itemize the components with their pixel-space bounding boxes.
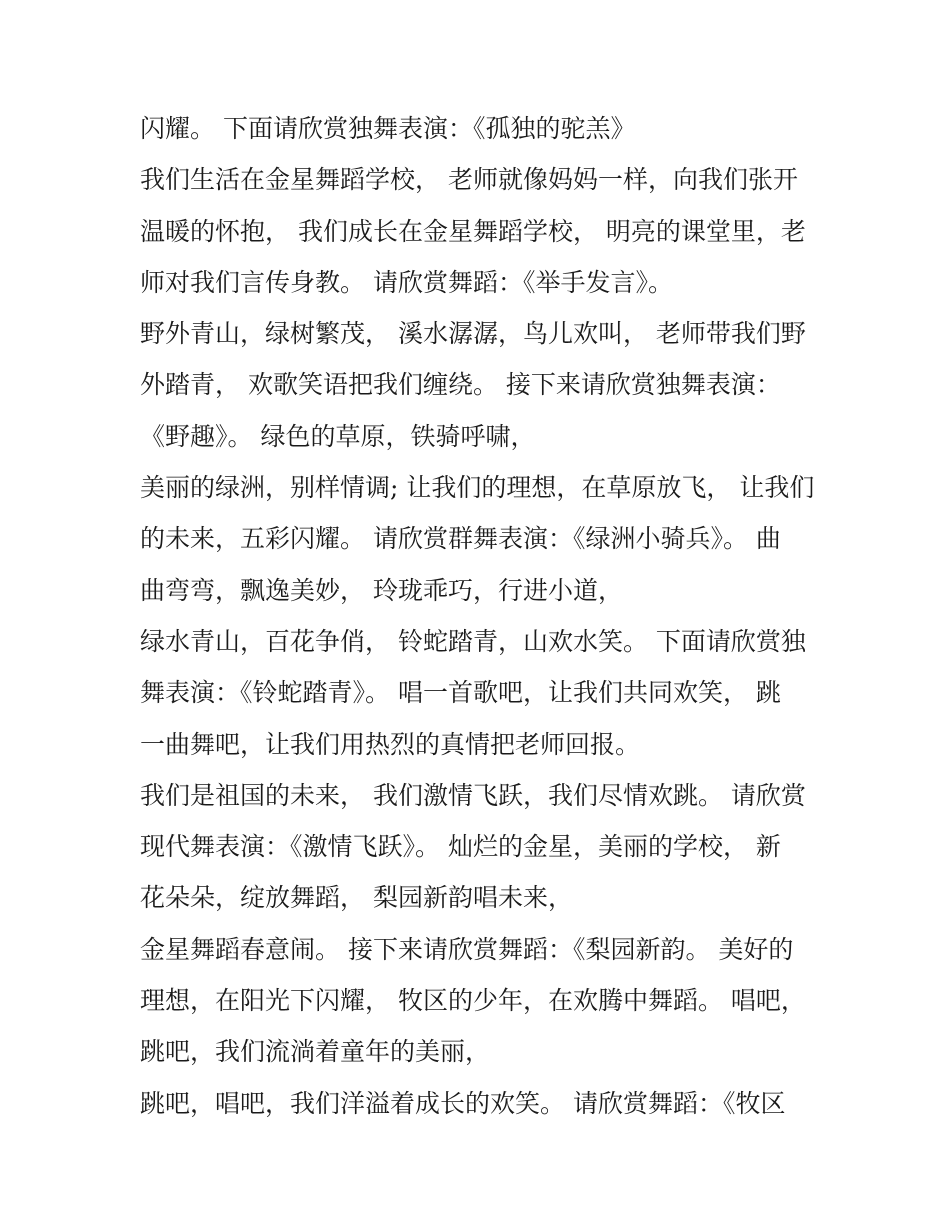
text-line-17: 金星舞蹈春意闹。 接下来请欣赏舞蹈：《梨园新韵。 美好的 — [140, 934, 794, 964]
text-line-5: 野外青山，绿树繁茂， 溪水潺潺，鸟儿欢叫， 老师带我们野 — [140, 319, 806, 349]
document-text-body — [140, 110, 820, 1136]
text-line-19: 跳吧，我们流淌着童年的美丽， — [140, 1037, 491, 1067]
text-line-1: 闪耀。 下面请欣赏独舞表演：《孤独的驼羔》 — [140, 114, 636, 143]
text-line-3: 温暖的怀抱， 我们成长在金星舞蹈学校， 明亮的课堂里，老 — [140, 216, 806, 246]
text-line-6: 外踏青， 欢歌笑语把我们缠绕。 接下来请欣赏独舞表演： — [140, 370, 781, 400]
text-line-11: 绿水青山，百花争俏， 铃蛇踏青，山欢水笑。 下面请欣赏独 — [140, 626, 806, 656]
text-line-7: 《野趣》。 绿色的草原，铁骑呼啸， — [140, 421, 536, 451]
text-line-14: 我们是祖国的未来， 我们激情飞跃，我们尽情欢跳。 请欣赏 — [140, 780, 806, 810]
text-line-15: 现代舞表演：《激情飞跃》。 灿烂的金星，美丽的学校， 新 — [140, 832, 781, 862]
text-line-16: 花朵朵，绽放舞蹈， 梨园新韵唱未来， — [140, 883, 573, 913]
text-line-12: 舞表演：《铃蛇踏青》。 唱一首歌吧，让我们共同欢笑， 跳 — [140, 678, 781, 708]
text-line-20: 跳吧，唱吧，我们洋溢着成长的欢笑。 请欣赏舞蹈：《牧区 — [140, 1088, 786, 1118]
text-line-4: 师对我们言传身教。 请欣赏舞蹈：《举手发言》。 — [140, 267, 673, 297]
text-line-2: 我们生活在金星舞蹈学校， 老师就像妈妈一样，向我们张开 — [140, 165, 798, 195]
text-line-10: 曲弯弯，飘逸美妙， 玲珑乖巧，行进小道， — [140, 575, 623, 605]
text-line-13: 一曲舞吧，让我们用热烈的真情把老师回报。 — [140, 729, 641, 759]
text-line-9: 的未来，五彩闪耀。 请欣赏群舞表演：《绿洲小骑兵》。 曲 — [140, 524, 781, 554]
text-line-18: 理想，在阳光下闪耀， 牧区的少年，在欢腾中舞蹈。 唱吧， — [140, 986, 806, 1016]
text-line-8: 美丽的绿洲，别样情调; 让我们的理想，在草原放飞， 让我们 — [140, 473, 815, 503]
